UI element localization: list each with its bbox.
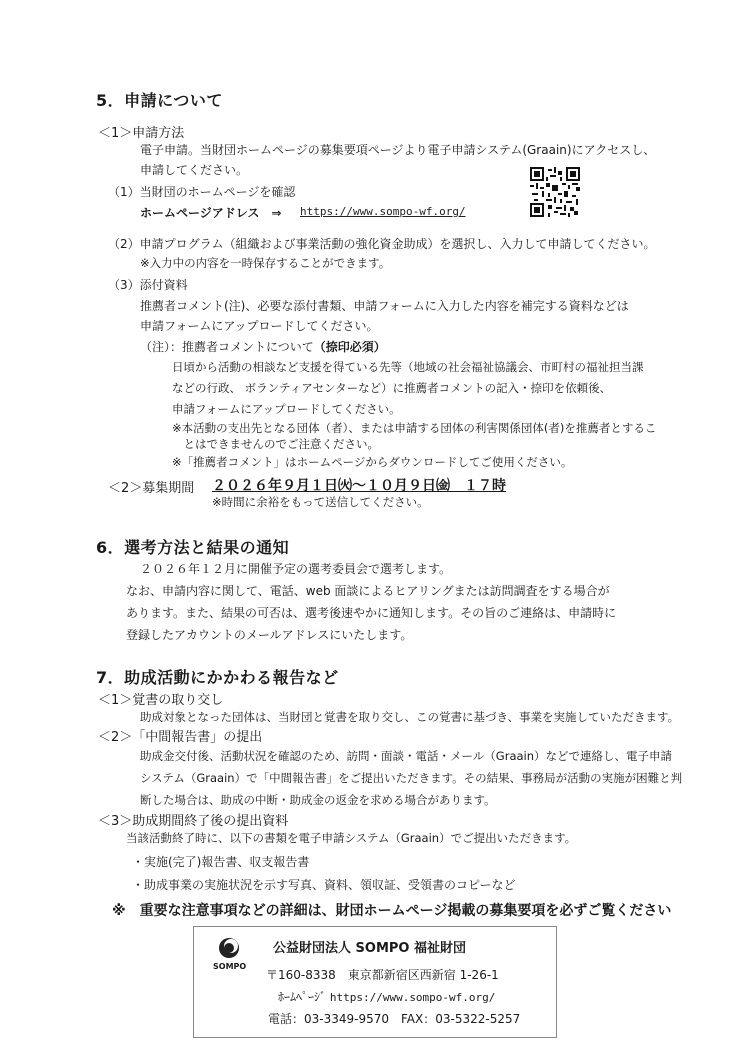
selection-text-2: なお、申請内容に関して、電話、web 面談によるヒアリングまたは訪問調査をする場合が — [126, 584, 610, 598]
org-address: 〒160-8338 東京都新宿区西新宿 1-26-1 — [266, 968, 499, 982]
subsection-interim-report: ＜2＞「中間報告書」の提出 — [98, 730, 263, 745]
interim-report-text-3: 断した場合は、助成の中断・助成金の返金を求める場合があります。 — [140, 793, 496, 807]
final-documents-text: 当該活動終了時に、以下の書類を電子申請システム（Graain）でご提出いただきます。 — [126, 831, 577, 845]
memorandum-text: 助成対象となった団体は、当財団と覚書を取り交し、この覚書に基づき、事業を実施していただきます。 — [140, 710, 680, 724]
recommender-note-4: ※本活動の支出先となる団体（者）、または申請する団体の利害関係団体(者)を推薦者とするこ — [172, 421, 657, 435]
recommender-note-2: などの行政、 ボランティアセンターなど）に推薦者コメントの記入・捺印を依頼後、 — [172, 381, 612, 395]
final-documents-item-1: ・実施(完了)報告書、収支報告書 — [132, 855, 310, 869]
section-6-heading: 6．選考方法と結果の通知 — [96, 538, 290, 557]
org-phone-fax: 電話：03-3349-9570 FAX：03-5322-5257 — [268, 1012, 521, 1026]
item-2-label: （2）申請プログラム（組織および事業活動の強化資金助成）を選択し、入力して申請してください。 — [108, 237, 656, 251]
subsection-final-documents: ＜3＞助成期間終了後の提出資料 — [98, 814, 289, 829]
recommender-note-6: ※「推薦者コメント」はホームページからダウンロードしてご使用ください。 — [172, 455, 573, 469]
item-2-note: ※入力中の内容を一時保存することができます。 — [140, 256, 391, 270]
subsection-application-period: ＜2＞募集期間 — [108, 481, 195, 496]
selection-text-4: 登録したアカウントのメールアドレスにいたします。 — [126, 628, 413, 642]
recommender-note-5: とはできませんのでご注意ください。 — [172, 437, 379, 451]
item-3-label: （3）添付資料 — [108, 278, 188, 292]
section-7-heading: 7．助成活動にかかわる報告など — [96, 668, 339, 687]
apply-method-text-1: 電子申請。当財団ホームページの募集要項ページより電子申請システム(Graain)にアクセスし、 — [140, 143, 656, 157]
selection-text-1: ２０２６年１２月に開催予定の選考委員会で選考します。 — [140, 562, 452, 576]
final-documents-item-2: ・助成事業の実施状況を示す写真、資料、領収証、受領書のコピーなど — [132, 878, 516, 892]
item-1-label: （1）当財団のホームページを確認 — [108, 185, 296, 199]
homepage-url-link[interactable]: https://www.sompo-wf.org/ — [300, 205, 466, 218]
item-3-text-1: 推薦者コメント(注)、必要な添付書類、申請フォームに入力した内容を補完する資料などは — [140, 299, 629, 313]
important-notice: ※ 重要な注意事項などの詳細は、財団ホームページ掲載の募集要項を必ずご覧ください — [112, 903, 672, 919]
qr-code-icon — [530, 167, 580, 217]
org-homepage — [278, 988, 495, 1005]
homepage-label: ﾎｰﾑﾍﾟｰｼﾞ — [278, 990, 327, 1004]
subsection-apply-method: ＜1＞申請方法 — [98, 126, 185, 141]
application-period-dates: ２０２６年９月１日㈫～１０月９日㈮ １７時 — [212, 478, 506, 494]
selection-text-3: あります。また、結果の可否は、選考後速やかに通知します。その旨のご連絡は、申請時に — [126, 606, 617, 620]
interim-report-text-2: システム（Graain）で「中間報告書」をご提出いただきます。その結果、事務局が活動の実施が困難と判 — [140, 771, 683, 785]
recommender-note-1: 日頃から活動の相談など支援を得ている先等（地域の社会福祉協議会、市町村の福祉担当課 — [172, 360, 644, 374]
section-5-heading: 5．申請について — [96, 91, 223, 110]
recommender-note-label — [140, 338, 386, 355]
logo-text: SOMPO — [213, 962, 247, 971]
recommender-note-3: 申請フォームにアップロードしてください。 — [172, 402, 401, 416]
recommender-note-title: （注）：推薦者コメントについて — [140, 340, 314, 354]
application-period-note: ※時間に余裕をもって送信してください。 — [212, 495, 429, 509]
item-3-text-2: 申請フォームにアップロードしてください。 — [140, 319, 379, 333]
seal-required-text: （捺印必須） — [313, 340, 386, 354]
sompo-logo-icon — [214, 935, 244, 965]
apply-method-text-2: 申請してください。 — [140, 163, 249, 177]
homepage-address-label: ホームページアドレス ⇒ — [140, 206, 282, 220]
org-name: 公益財団法人 SOMPO 福祉財団 — [273, 941, 466, 956]
footer-homepage-link[interactable]: https://www.sompo-wf.org/ — [329, 991, 496, 1004]
interim-report-text-1: 助成金交付後、活動状況を確認のため、訪問・面談・電話・メール（Graain）などで連絡し、電子申請 — [140, 749, 673, 763]
subsection-memorandum: ＜1＞覚書の取り交し — [98, 693, 224, 708]
